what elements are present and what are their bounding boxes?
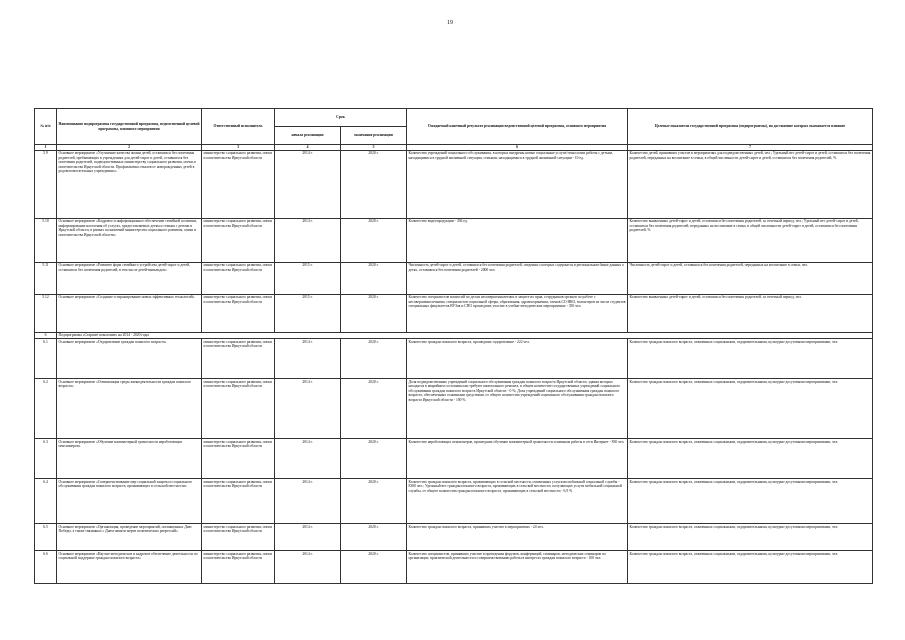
row-name: Основное мероприятие «Улучшение качества жизни детей, оставшихся без попечения родителей, пребывающих в учреждениях для детей-сирот и детей, оставшихся без попечения родителей, подведомственных министерству социального развития, опеки и попечительства Иркутской области. Профилактика отказов от новорожденных детей в родовспомогательных учреждениях» <box>57 150 202 218</box>
header-name: Наименование подпрограммы государственной программы, ведомственной целевой программы, основного мероприятия <box>57 109 202 145</box>
row-result: Количество граждан пожилого возраста, проживающих в сельской местности, охваченных услугами мобильной социальной службы - 8300 чел.; Удельный вес граждан пожилого возраста, проживающих в сельской местности, получающих услуги мобильной социальной службы, от общего количества граждан пожилого возраста, проживающих в сельской местности - 6,9 % <box>407 479 628 524</box>
row-result: Численность детей-сирот и детей, оставшихся без попечения родителей, сведения о которых содержатся в региональном банке данных о детях, оставшихся без попечения родителей - 2000 чел. <box>407 262 628 294</box>
row-number: 6.3 <box>35 439 57 479</box>
table-row <box>35 218 873 262</box>
column-number: 5 <box>341 145 407 151</box>
table-row <box>35 551 873 584</box>
row-name: Основное мероприятие «Оздоровление граждан пожилого возраста» <box>57 339 202 379</box>
row-responsible: министерство социального развития, опеки и попечительства Иркутской области <box>202 150 275 218</box>
row-indicators: Количество выявленных детей-сирот и детей, оставшихся без попечения родителей, за отчетный период, чел.; Удельный вес детей-сирот и детей, оставшихся без попечения родителей, переданных на воспитание в семьи, в общей численности детей-сирот и детей, оставшихся без попечения родителей, % <box>628 218 873 262</box>
row-result: Количество неработающих пенсионеров, прошедших обучение компьютерной грамотности и навыкам работы в сети Интернет - 830 чел. <box>407 439 628 479</box>
row-responsible: министерство социального развития, опеки и попечительства Иркутской области <box>202 524 275 551</box>
row-number: 5.9 <box>35 150 57 218</box>
row-start: 2014 г. <box>275 551 341 584</box>
row-responsible: министерство социального развития, опеки и попечительства Иркутской области <box>202 479 275 524</box>
row-end: 2020 г. <box>341 339 407 379</box>
row-indicators: Количество граждан пожилого возраста, охваченных социальными, оздоровительными, культурно-досуговыми мероприятиями, чел. <box>628 479 873 524</box>
row-end: 2020 г. <box>341 479 407 524</box>
row-end: 2020 г. <box>341 551 407 584</box>
row-number: 6.2 <box>35 379 57 439</box>
row-end: 2020 г. <box>341 379 407 439</box>
row-end: 2020 г. <box>341 150 407 218</box>
table-body-subprogram-5 <box>35 150 873 332</box>
header-indicators: Целевые показатели государственной программы (подпрограммы), на достижение которых оказывается влияние <box>628 109 873 145</box>
row-start: 2014 г. <box>275 150 341 218</box>
row-end: 2020 г. <box>341 218 407 262</box>
row-number: 6.1 <box>35 339 57 379</box>
row-indicators: Количество выявленных детей-сирот и детей, оставшихся без попечения родителей, за отчетный период, чел. <box>628 294 873 332</box>
row-result: Количество учреждений социального обслуживания, в которых внедрены новые социальные услуги/технологии работы с детьми, находящимися в трудной жизненной ситуации, семьями, находящимися в трудной жизненной ситуации - 10 ед. <box>407 150 628 218</box>
row-indicators: Количество детей, принявших участие в мероприятиях для подведомственных детей, чел.; Удельный вес детей-сирот и детей, оставшихся без попечения родителей, переданных на воспитание в семьи, в общей численности детей-сирот и детей, оставшихся без попечения родителей, % <box>628 150 873 218</box>
table-row <box>35 379 873 439</box>
table-row <box>35 524 873 551</box>
table-row <box>35 339 873 379</box>
header-end: окончания реализации <box>341 127 407 145</box>
row-name: Основное мероприятие «Оптимизация среды жизнедеятельности граждан пожилого возраста» <box>57 379 202 439</box>
row-number: 5.12 <box>35 294 57 332</box>
page-number: 19 <box>447 20 453 26</box>
table-row <box>35 294 873 332</box>
column-number: 3 <box>202 145 275 151</box>
header-num: № п/п <box>35 109 57 145</box>
section-row <box>35 332 873 339</box>
table-row <box>35 479 873 524</box>
row-start: 2015 г. <box>275 294 341 332</box>
row-indicators: Количество граждан пожилого возраста, охваченных социальными, оздоровительными, культурно-досуговыми мероприятиями, чел. <box>628 339 873 379</box>
row-name: Основное мероприятие «Совершенствование мер социальной защиты и социального обслуживания граждан пожилого возраста, проживающих в сельской местности» <box>57 479 202 524</box>
row-number: 6.4 <box>35 479 57 524</box>
section-num: 6 <box>35 332 57 339</box>
section-title: Подпрограмма «Старшее поколение» на 2014 - 2020 годы <box>57 332 873 339</box>
row-indicators: Количество граждан пожилого возраста, охваченных социальными, оздоровительными, культурно-досуговыми мероприятиями, чел. <box>628 524 873 551</box>
row-start: 2014 г. <box>275 524 341 551</box>
row-start: 2014 г. <box>275 218 341 262</box>
row-indicators: Количество граждан пожилого возраста, охваченных социальными, оздоровительными, культурно-досуговыми мероприятиями, чел. <box>628 379 873 439</box>
row-result: Количество специалистов комиссий по делам несовершеннолетних и защите их прав, сотрудников органов по работе с несовершеннолетними, специалистов социальной сферы, образования, здравоохранения, членов СО НКО, волонтеров из числа студентов специальных факультетов ВУЗов и СПО прошедших участие в учебно-методических мероприятиях - 350 чел. <box>407 294 628 332</box>
row-result: Количество специалистов, принявших участие в проведении форумов, конференций, семинаров, методических семинаров по организации, практической деятельности и совершенствованию работы в интересах граждан пожилого возраста - 100 чел. <box>407 551 628 584</box>
row-number: 6.6 <box>35 551 57 584</box>
column-number: 7 <box>628 145 873 151</box>
row-start: 2014 г. <box>275 339 341 379</box>
row-number: 6.5 <box>35 524 57 551</box>
row-name: Основное мероприятие «Кадровое и информационное обеспечение семейной политики, информирование населения об услугах, предоставляемых детям и семьям с детьми в Иркутской области, в рамках полномочий министерства социального развития, опеки и попечительства Иркутской области» <box>57 218 202 262</box>
row-name: Основное мероприятие «Научно-методическое и кадровое обеспечение деятельности по социальной поддержке граждан пожилого возраста» <box>57 551 202 584</box>
row-start: 2014 г. <box>275 439 341 479</box>
column-number: 4 <box>275 145 341 151</box>
row-result: Количество видеопродукции - 336 ед. <box>407 218 628 262</box>
row-indicators: Численность детей-сирот и детей, оставшихся без попечения родителей, переданных на воспитание в семьи, чел. <box>628 262 873 294</box>
row-name: Основное мероприятие «Развитие форм семейного устройства детей-сирот и детей, оставшихся без попечения родителей, в том числе детей-инвалидов» <box>57 262 202 294</box>
row-result: Количество граждан пожилого возраста, принявших участие в мероприятиях - 24 чел. <box>407 524 628 551</box>
header-term: Срок <box>275 109 407 127</box>
row-responsible: министерство социального развития, опеки и попечительства Иркутской области <box>202 551 275 584</box>
row-responsible: министерство социального развития, опеки и попечительства Иркутской области <box>202 439 275 479</box>
row-name: Основное мероприятие «Создание и тиражирование новых эффективных технологий» <box>57 294 202 332</box>
section-row-group <box>35 332 873 339</box>
row-end: 2020 г. <box>341 294 407 332</box>
row-end: 2020 г. <box>341 439 407 479</box>
row-end: 2020 г. <box>341 262 407 294</box>
row-indicators: Количество граждан пожилого возраста, охваченных социальными, оздоровительными, культурно-досуговыми мероприятиями, чел. <box>628 439 873 479</box>
row-number: 5.11 <box>35 262 57 294</box>
header-responsible: Ответственный исполнитель <box>202 109 275 145</box>
row-result: Количество граждан пожилого возраста, прошедших оздоровление - 222 чел. <box>407 339 628 379</box>
column-number: 2 <box>57 145 202 151</box>
row-name: Основное мероприятие «Организация, проведение мероприятий, посвященных Дню Победы, а также связанных с Днем памяти жертв политических репрессий» <box>57 524 202 551</box>
table-row <box>35 150 873 218</box>
row-responsible: министерство социального развития, опеки и попечительства Иркутской области <box>202 339 275 379</box>
row-start: 2014 г. <box>275 379 341 439</box>
header-start: начала реализации <box>275 127 341 145</box>
row-start: 2014 г. <box>275 479 341 524</box>
header-result: Ожидаемый конечный результат реализации ведомственной целевой программы, основного мероприятия <box>407 109 628 145</box>
program-table <box>34 108 873 584</box>
row-responsible: министерство социального развития, опеки и попечительства Иркутской области <box>202 379 275 439</box>
row-responsible: министерство социального развития, опеки и попечительства Иркутской области <box>202 294 275 332</box>
row-end: 2020 г. <box>341 524 407 551</box>
row-responsible: министерство социального развития, опеки и попечительства Иркутской области <box>202 262 275 294</box>
row-indicators: Количество граждан пожилого возраста, охваченных социальными, оздоровительными, культурно-досуговыми мероприятиями, чел. <box>628 551 873 584</box>
column-number: 1 <box>35 145 57 151</box>
row-responsible: министерство социального развития, опеки и попечительства Иркутской области <box>202 218 275 262</box>
row-start: 2015 г. <box>275 262 341 294</box>
row-result: Доля подведомственных учреждений социального обслуживания граждан пожилого возраста Иркутской области, здания которых находятся в аварийном состоянии или требуют капитального ремонта, в общем количестве государственных учреждений социального обслуживания граждан пожилого возраста Иркутской области - 0 %; Доля учреждений социального обслуживания граждан пожилого возраста, обеспеченных основными средствами, от общего количества учреждений социального обслуживания граждан пожилого возраста Иркутской области - 100 % <box>407 379 628 439</box>
row-number: 5.10 <box>35 218 57 262</box>
table-body-subprogram-6 <box>35 339 873 584</box>
table-row <box>35 262 873 294</box>
table-row <box>35 439 873 479</box>
row-name: Основное мероприятие «Обучение компьютерной грамотности неработающих пенсионеров» <box>57 439 202 479</box>
column-number: 6 <box>407 145 628 151</box>
